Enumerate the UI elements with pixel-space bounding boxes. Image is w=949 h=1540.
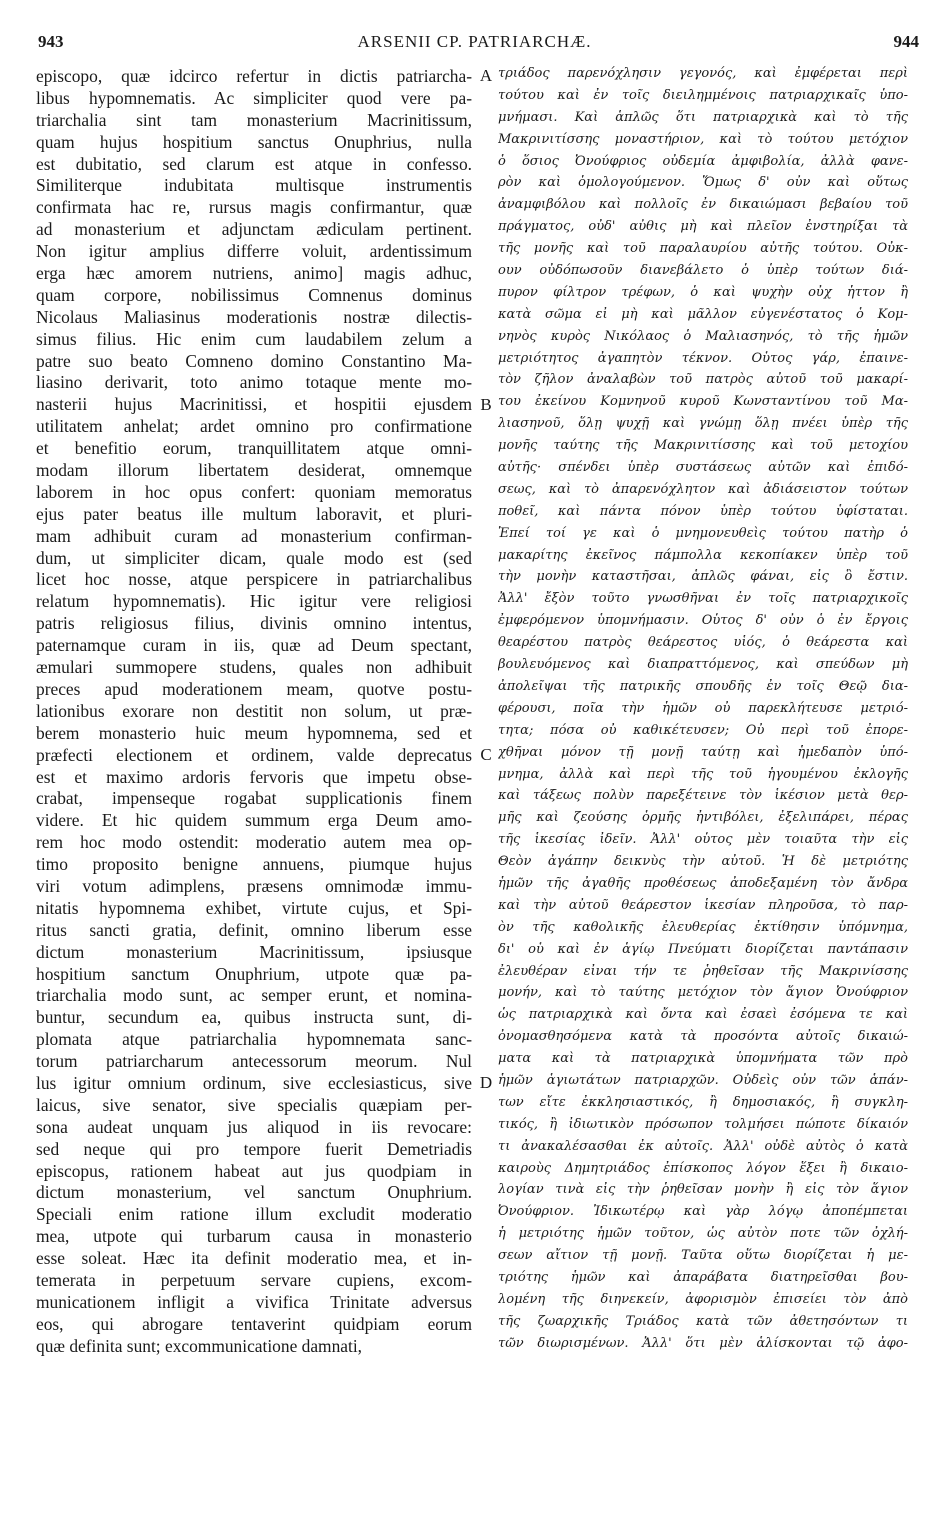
latin-text-line: ad monasterium et adjunctam ædiculam pertinent.	[36, 219, 472, 240]
latin-text-line: et benefitio eorum, tranquillitatem atque omni-	[36, 438, 472, 459]
latin-text-line: quam hujus hospitium sanctus Onuphrius, nulla	[36, 131, 472, 152]
latin-text-line: municationem infligit a vivifica Trinitate adversus	[36, 1291, 472, 1312]
greek-text-line: Ὀνούφριον. Ἰδικωτέρῳ καὶ γὰρ λόγῳ ἀποπέμπεται	[498, 1204, 908, 1220]
greek-text-line: τι ἀνακαλέσασθαι ἐκ αὐτοῖς. Ἀλλ' οὐδὲ αὐτὸς ὁ κατὰ	[498, 1138, 908, 1154]
latin-text-line: lationibus exorare non destitit non solum, ut præ-	[36, 700, 472, 721]
greek-text-line: μῆς καὶ ζεούσης ὁρμῆς ἠντιβόλει, ἐξελιπάρει, πέρας	[498, 810, 908, 826]
latin-text-line: berem monasterio huic meum hypomnema, sed et	[36, 722, 472, 743]
greek-text-line: τῆς ἱκεσίας ἰδεῖν. Ἀλλ' οὗτος μὲν τοιαῦτα τὴν εἰς	[498, 832, 908, 848]
greek-text-line: τικός, ἢ ἰδιωτικὸν πρόσωπον τολμήσει πώποτε δίκαιόν	[498, 1116, 908, 1132]
latin-text-line: Speciali enim ratione illum excludit moderatio	[36, 1204, 472, 1225]
latin-text-line: videre. Et hic quidem summum erga Deum amo-	[36, 810, 472, 831]
latin-text-line: triarchalia modo sunt, ac semper erunt, et nomina-	[36, 985, 472, 1006]
latin-text-line: buntur, secundum ea, quibus instructa sunt, di-	[36, 1007, 472, 1028]
latin-text-line: episcopus, rationem habeat aut jus quodpiam in	[36, 1160, 472, 1181]
greek-text-line: ὡς πατριαρχικὰ καὶ ὄντα καὶ ἐσαεὶ ἐσόμενα τε καὶ	[498, 1007, 908, 1023]
latin-text-line: esse soleat. Hæc ita definit moderatio mea, et in-	[36, 1248, 472, 1269]
latin-text-line: Similiterque indubitata multisque instrumentis	[36, 175, 472, 196]
latin-text-line: crabat, impenseque rogabat supplicationis finem	[36, 788, 472, 809]
latin-text-line: modam illorum libertatem desiderat, omnemque	[36, 460, 472, 481]
latin-text-line: timo proposito benigne annuens, piumque hujus	[36, 854, 472, 875]
greek-text-line: ὸν τῆς καθολικῆς ἐλευθερίας ἐκτίθησιν ὑπόμνημα,	[498, 919, 908, 935]
latin-text-line: libus hypomnematis. Ac simpliciter quod vere pa-	[36, 87, 472, 108]
greek-text-line: χθῆναι μόνον τῇ μονῇ ταύτῃ καὶ ἡμεδαπὸν ὑπό-	[498, 744, 908, 760]
greek-text-line: καὶ τάξεως πολὺν παρεξέτεινε τὸν ἱκέσιον μετὰ θερ-	[498, 788, 908, 804]
latin-text-line: Non igitur amplius differre voluit, ardentissimum	[36, 241, 472, 262]
greek-text-line: τὸν ζῆλον ἀναλαβὼν τοῦ πατρὸς αὐτοῦ τοῦ μακαρί-	[498, 372, 908, 388]
greek-text-line: Μακρινιτίσσης μοναστήριον, καὶ τὸ τούτου μετόχιον	[498, 131, 908, 147]
greek-text-line: μονῆς ταύτης τῆς Μακρινιτίσσης καὶ τοῦ μετοχίου	[498, 438, 908, 454]
greek-text-line: ἡ μετριότης ἡμῶν τοῦτον, ὡς αὐτὸν ποτε τῶν ὀχλή-	[498, 1226, 908, 1242]
greek-text-line: ἀναμφιβόλου καὶ πολλοῖς ἐν δικαιώμασι βεβαίου τοῦ	[498, 197, 908, 213]
greek-text-line: Ἐπεί τοί γε καὶ ὁ μνημονευθεὶς τούτου πατὴρ ὁ	[498, 525, 908, 541]
latin-text-line: torum patriarcharum antecessorum meorum. Nul	[36, 1051, 472, 1072]
greek-text-line: αὐτῆς· σπένδει ὑπὲρ συστάσεως αὐτῶν καὶ ἐπιδό-	[498, 460, 908, 476]
greek-text-line: δι' οὗ καὶ ἐν ἁγίῳ Πνεύματι διορίζεται παντάπασιν	[498, 941, 908, 957]
greek-text-line: λογίαν τινὰ εἰς τὴν ῥηθεῖσαν μονὴν ἢ εἰς τὸν ἅγιον	[498, 1182, 908, 1198]
greek-text-line: ἐλευθέραν εἶναι τήν τε ῥηθεῖσαν τῆς Μακρινίσσης	[498, 963, 908, 979]
latin-text-line: paternamque curam in iis, quæ ad Deum spectant,	[36, 635, 472, 656]
greek-text-line: τῆς μονῆς καὶ τοῦ παραλαυρίου αὐτῆς τούτου. Οὐκ-	[498, 241, 908, 257]
greek-text-line: ἡμῶν ἁγιωτάτων πατριαρχῶν. Οὐδεὶς οὖν τῶν ἁπάν-	[498, 1072, 908, 1088]
greek-text-line: μνημα, ἀλλὰ καὶ περὶ τῆς τοῦ ἡγουμένου ἐκλογῆς	[498, 766, 908, 782]
greek-text-line: ποθεῖ, καὶ πάντα πόνον ὑπὲρ τούτου ὑφίσταται.	[498, 503, 908, 519]
latin-column	[36, 66, 472, 1358]
latin-text-line: laicus, sive senator, sive specialis quæpiam per-	[36, 1094, 472, 1115]
latin-text-line: dum, ut simpliciter dicam, quale modo est (sed	[36, 547, 472, 568]
latin-text-line: est dubitatio, sed clarum est atque in confesso.	[36, 153, 472, 174]
greek-text-line: μνήμασι. Καὶ ἁπλῶς ὅτι πατριαρχικὰ καὶ τὸ τῆς	[498, 109, 908, 125]
section-marker: C	[480, 744, 492, 764]
greek-text-line: καὶ τὴν αὐτοῦ θεάρεστον ἱκεσίαν πληροῦσα, τὸ παρ-	[498, 897, 908, 913]
latin-text-line: utilitatem anhelat; ardet omnino pro confirmatione	[36, 416, 472, 437]
greek-text-line: μακαρίτης ἐκεῖνος πάμπολλα κεκοπίακεν ὑπὲρ τοῦ	[498, 547, 908, 563]
section-marker: A	[479, 66, 493, 85]
latin-text-line: præfecti electionem et ordinem, valde deprecatus	[36, 744, 472, 765]
latin-text-line: patre suo beato Comneno domino Constantino Ma-	[36, 350, 472, 371]
greek-text-line: τούτου καὶ ἐν τοῖς διειλημμένοις πατριαρχικαῖς ὑπο-	[498, 87, 908, 103]
latin-text-line: confirmata hac re, rursus magis confirmantur, quæ	[36, 197, 472, 218]
greek-text-line: ὁ ὅσιος Ὀνούφριος οὐδεμία ἀμφιβολία, ἀλλὰ φανε-	[498, 153, 908, 169]
greek-text-line: μονήν, καὶ τὸ ταύτης μετόχιον τὸν ἅγιον Ὀνούφριον	[498, 985, 908, 1001]
greek-text-line: τῶν διωρισμένων. Ἀλλ' ὅτι μὲν ἁλίσκονται τῷ ἀφο-	[498, 1335, 908, 1351]
latin-text-line: episcopo, quæ idcirco refertur in dictis patriarcha-	[36, 66, 472, 86]
section-marker: B	[480, 394, 492, 414]
greek-text-line: βουλευόμενος καὶ διαπραττόμενος, καὶ σπεύδων μὴ	[498, 657, 908, 673]
greek-text-line: ρὸν καὶ ὁμολογούμενον. Ὅμως δ' οὖν καὶ οὕτως	[498, 175, 908, 191]
greek-text-line: ματα καὶ τὰ πατριαρχικὰ ὑπομνήματα τῶν πρὸ	[498, 1051, 908, 1067]
greek-text-line: Ἀλλ' ἔξὸν τοῦτο γνωσθῆναι ἐν τοῖς πατριαρχικοῖς	[498, 591, 908, 607]
latin-text-line: temerata in perpetuum servare cupiens, excom-	[36, 1269, 472, 1290]
latin-text-line: licet hoc nosse, atque perspicere in patriarchalibus	[36, 569, 472, 590]
greek-text-line: τὴν μονὴν καταστῆσαι, ἁπλῶς φάναι, εἰς ὃ ἔστιν.	[498, 569, 908, 585]
latin-text-line: viri votum adimplens, præsens omnimodæ immu-	[36, 875, 472, 896]
latin-text-line: hospitium sanctum Onuphrium, utpote quæ pa-	[36, 963, 472, 984]
greek-text-line: πράγματος, οὐδ' αὖθις μὴ καὶ πλεῖον ἐνστηρίξαι τὰ	[498, 219, 908, 235]
latin-text-line: nitatis hypomnema exhibet, virtute cujus, et Spi-	[36, 897, 472, 918]
greek-text-line: καιροὺς Δημητριάδος ἐπίσκοπος λόγον ἕξει ἢ δικαιο-	[498, 1160, 908, 1176]
latin-text-line: Nicolaus Maliasinus moderationis nostræ dilectis-	[36, 306, 472, 327]
running-title: ARSENII CP. PATRIARCHÆ.	[357, 32, 592, 51]
latin-text-line: mam adhibuit curam ad monasterium confirman-	[36, 525, 472, 546]
section-marker: D	[479, 1073, 493, 1093]
latin-text-line: eos, qui abrogare tentaverint quidpiam eorum	[36, 1313, 472, 1334]
greek-text-line: κατὰ σῶμα εἰ μὴ καὶ μᾶλλον εὐγενέστατος ὁ Κομ-	[498, 306, 908, 322]
greek-text-line: σεων αἴτιον τῇ μονῇ. Ταῦτα οὕτω διορίζεται ἡ με-	[498, 1248, 908, 1264]
page-number-right: 944	[893, 32, 919, 51]
page-number-left: 943	[38, 32, 64, 51]
greek-text-line: του ἐκείνου Κομνηνοῦ κυροῦ Κωνσταντίνου τοῦ Μα-	[498, 394, 908, 410]
greek-text-line: τριότης ἡμῶν καὶ ἀπαράβατα διατηρεῖσθαι βου-	[498, 1269, 908, 1285]
latin-text-line: ejus pater beatus ille multum laboravit, et pluri-	[36, 503, 472, 524]
greek-text-line: σεως, καὶ τὸ ἀπαρενόχλητον καὶ ἀδιάσειστον τούτων	[498, 481, 908, 497]
latin-text-line: patris religiosus filius, divinis omnino intentus,	[36, 613, 472, 634]
latin-text-line: rem hoc modo ostendit: moderatio autem mea op-	[36, 832, 472, 853]
greek-text-line: πυρον φίλτρον τρέφων, ὁ καὶ ψυχὴν οὐχ ἧττον ἢ	[498, 284, 908, 300]
greek-text-line: τῆς ζωαρχικῆς Τριάδος κατὰ τῶν ἀθετησόντων τι	[498, 1313, 908, 1329]
greek-text-line: ἀπολεῖψαι τῆς πατρικῆς σπουδῆς ἐν τοῖς Θεῷ δια-	[498, 678, 908, 694]
latin-text-line: dictum monasterium, vel sanctum Onuphrium.	[36, 1182, 472, 1203]
running-header	[0, 32, 949, 56]
latin-text-line: simus filius. Hic enim cum laudabilem zelum a	[36, 328, 472, 349]
latin-text-line: lus igitur omnium ordinum, sive ecclesiasticus, sive	[36, 1072, 472, 1093]
latin-text-line: est et maximo ardoris fervoris que impetu obse-	[36, 766, 472, 787]
greek-text-line: μετριότητος ἀγαπητὸν τέκνον. Οὗτος γάρ, ἐπαινε-	[498, 350, 908, 366]
greek-text-line: λομένη τῆς διηνεκείν, ἀφορισμὸν ἐπισείει τὸν ἀπὸ	[498, 1291, 908, 1307]
latin-text-line: sed neque qui pro tempore fuerit Demetriadis	[36, 1138, 472, 1159]
latin-text-line: triarchalia sint tam monasterium Macrinitissum,	[36, 109, 472, 130]
greek-text-line: των εἴτε ἐκκλησιαστικός, ἢ δημοσιακός, ἢ συγκλη-	[498, 1094, 908, 1110]
greek-column	[498, 66, 908, 1358]
greek-text-line: ὀνομασθησόμενα κατὰ τὰ προσόντα αὐτοῖς δικαιώ-	[498, 1029, 908, 1045]
greek-text-line: ουν οὐδόπωσοῦν διανεβάλετο ὁ ὑπὲρ τούτων διά-	[498, 263, 908, 279]
latin-text-line: quam corpore, nobilissimus Comnenus dominus	[36, 284, 472, 305]
latin-text-line: dictum monasterium Macrinitissum, ipsiusque	[36, 941, 472, 962]
latin-text-line: relatum hypomnematis). Hic igitur vere religiosi	[36, 591, 472, 612]
greek-text-line: νηνὸς κυρὸς Νικόλαος ὁ Μαλιασηνός, τὸ τῆς ἡμῶν	[498, 328, 908, 344]
greek-text-line: τητα; πόσα οὐ καθικέτευσεν; Οὐ περὶ τοῦ ἐπορε-	[498, 722, 908, 738]
latin-text-line: mea, utpote qui turbarum causa in monasterio	[36, 1226, 472, 1247]
latin-text-line: quæ definita sunt; excommunicatione damnati,	[36, 1335, 362, 1356]
latin-text-line: ritus sancti gratia, definit, omnino liberum esse	[36, 919, 472, 940]
greek-text-line: τριάδος παρενόχλησιν γεγονός, καὶ ἐμφέρεται περὶ	[498, 66, 908, 81]
latin-text-line: nasterii hujus Macrinitissi, et hospitii ejusdem	[36, 394, 472, 415]
latin-text-line: æmulari summopere studens, quales non adhibuit	[36, 657, 472, 678]
latin-text-line: erga hæc amorem nutriens, animo] magis adhuc,	[36, 263, 472, 284]
latin-text-line: sona audeat unquam jus aliquod in iis revocare:	[36, 1116, 472, 1137]
latin-text-line: plomata atque patriarchalia hypomnemata sanc-	[36, 1029, 472, 1050]
greek-text-line: ἡμῶν τῆς ἀγαθῆς προθέσεως ἀποδεξαμένη τὸν ἄνδρα	[498, 875, 908, 891]
greek-text-line: Θεὸν ἀγάπην δεικνὺς τὴν αὐτοῦ. Ἡ δὲ μετριότης	[498, 854, 908, 870]
greek-text-line: φέρουσι, ποῖα τὴν ἡμῶν οὐ παρεκλήτευσε μετριό-	[498, 700, 908, 716]
greek-text-line: θεαρέστου πατρὸς θεάρεστος υἱός, ὁ θεάρεστα καὶ	[498, 635, 908, 651]
greek-text-line: λιασηνοῦ, ὅλῃ ψυχῇ καὶ γνώμῃ ὅλῃ πνέει ὑπὲρ τῆς	[498, 416, 908, 432]
latin-text-line: laborem in hoc opus confert: quoniam memoratus	[36, 481, 472, 502]
greek-text-line: ἐμφερόμενον ὑπομνήμασιν. Οὗτος δ' οὖν ὁ ἐν ἔργοις	[498, 613, 908, 629]
latin-text-line: liasino derivarit, toto animo totaque mente mo-	[36, 372, 472, 393]
latin-text-line: preces apud moderationem meam, quotve postu-	[36, 678, 472, 699]
